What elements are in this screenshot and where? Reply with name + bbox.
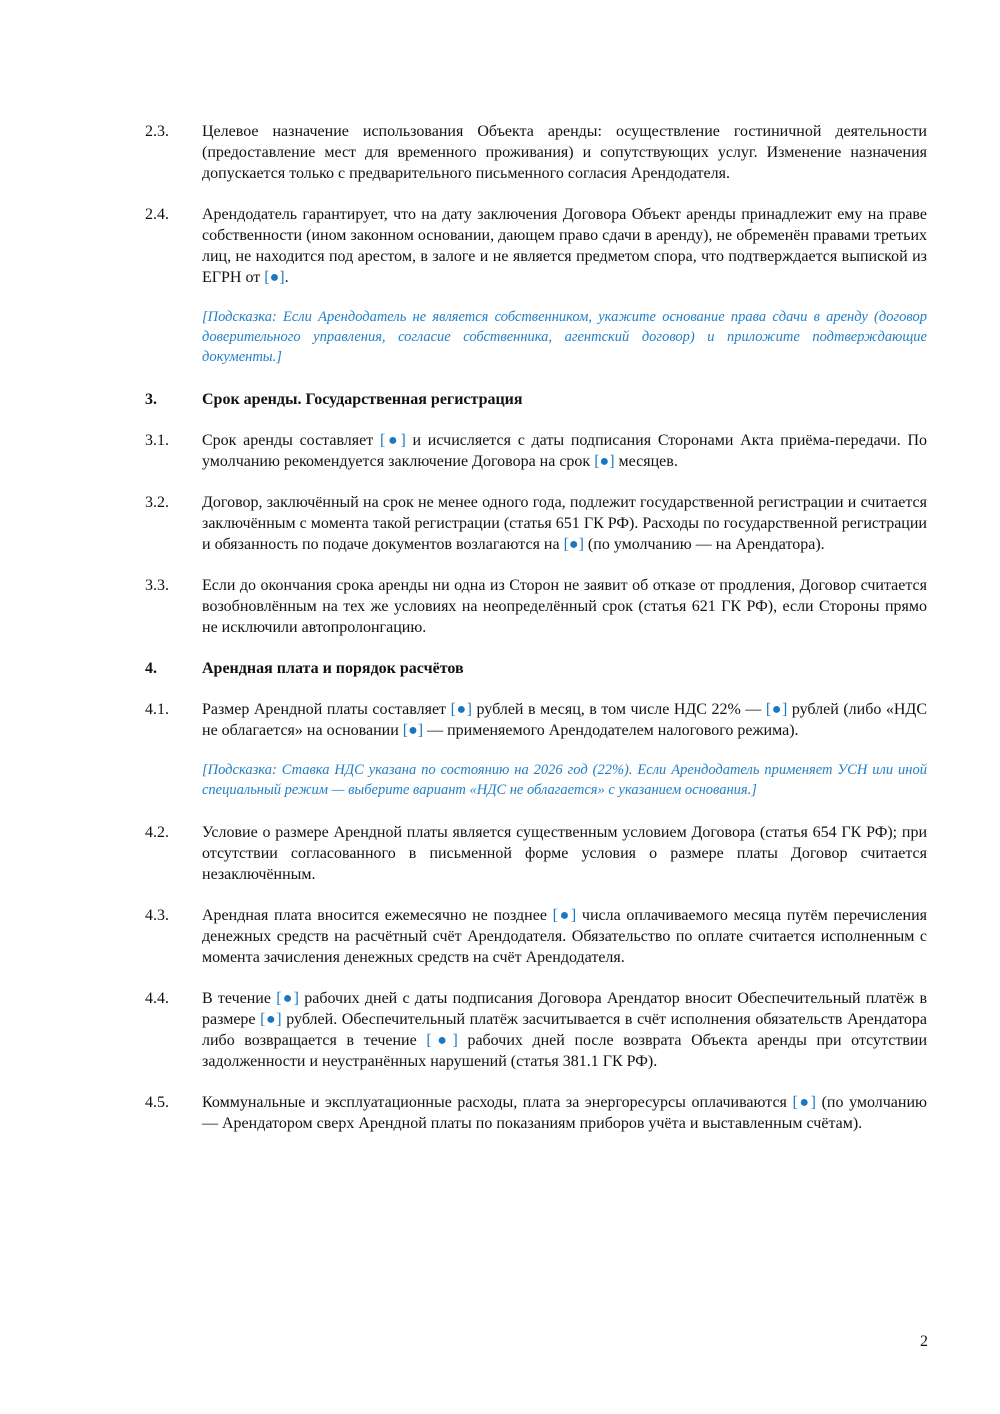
hint-note: [Подсказка: Если Арендодатель не является собственником, укажите основание права сдачи в аренду (договор доверительного управления, согласие собственника, агентский договор) и приложите подтверждающие документы.] xyxy=(202,309,927,365)
clause-text xyxy=(202,699,927,741)
clause-number: 2.4. xyxy=(145,206,169,223)
clause-number: 4.4. xyxy=(145,990,169,1007)
clause-number: 4.3. xyxy=(145,907,169,924)
clause-4-2 xyxy=(145,822,927,885)
clause-2-3 xyxy=(145,121,927,184)
hint-note: [Подсказка: Ставка НДС указана по состоянию на 2026 год (22%). Если Арендодатель применяет УСН или иной специальный режим — выберите вариант «НДС не облагается» с указанием основания.] xyxy=(202,762,927,798)
clause-text xyxy=(202,430,927,472)
text-fragment: рублей (либо «НДС не облагается» на основании xyxy=(202,701,928,739)
text-fragment: Коммунальные и эксплуатационные расходы, плата за энергоресурсы оплачиваются xyxy=(202,1094,793,1111)
section-title: Срок аренды. Государственная регистрация xyxy=(202,391,523,408)
clause-4-4 xyxy=(145,988,927,1072)
clause-text: Условие о размере Арендной платы является существенным условием Договора (статья 654 ГК РФ); при отсутствии согласованного в письменной форме условия о размере платы Договор считается незаключённым. xyxy=(202,824,927,883)
section-number: 4. xyxy=(145,660,157,677)
clause-number: 2.3. xyxy=(145,123,169,140)
clause-3-2 xyxy=(145,492,927,555)
clause-text xyxy=(202,492,927,555)
clause-2-4 xyxy=(145,204,927,288)
placeholder-field[interactable]: [●] xyxy=(379,432,406,449)
text-fragment: (по умолчанию — на Арендатора). xyxy=(583,536,825,553)
clause-4-3 xyxy=(145,905,927,968)
text-fragment: Договор, заключённый на срок не менее одного года, подлежит государственной регистрации и считается заключённым с момента такой регистрации (статья 651 ГК РФ). Расходы по государственной регистрации и обязанность по подаче документов возлагаются на xyxy=(202,494,927,553)
clause-number: 3.3. xyxy=(145,577,169,594)
placeholder-field[interactable]: [●] xyxy=(552,907,577,924)
text-fragment: — применяемого Арендодателем налогового режима). xyxy=(423,722,799,739)
page-number: 2 xyxy=(920,1333,928,1350)
placeholder-field[interactable]: [●] xyxy=(450,701,472,718)
text-fragment: и исчисляется с даты подписания Сторонами Акта приёма-передачи. По умолчанию рекомендуется заключение Договора на срок xyxy=(202,432,928,470)
placeholder-field[interactable]: [●] xyxy=(765,701,788,718)
clause-text xyxy=(202,204,927,288)
clause-text: Целевое назначение использования Объекта аренды: осуществление гостиничной деятельности (предоставление мест для временного проживания) и сопутствующих услуг. Изменение назначения допускается только с предварительного письменного согласия Арендодателя. xyxy=(202,123,927,182)
text-fragment: рублей. Обеспечительный платёж засчитывается в счёт исполнения обязательств Арендатора либо возвращается в течение xyxy=(202,1011,927,1049)
placeholder-field[interactable]: [●] xyxy=(260,1011,282,1028)
text-fragment: Срок аренды составляет xyxy=(202,432,380,449)
text-fragment: рублей в месяц, в том числе НДС 22% — xyxy=(471,701,766,718)
placeholder-field[interactable]: [●] xyxy=(563,536,584,553)
document-body xyxy=(145,121,927,1154)
text-fragment: . xyxy=(284,269,289,286)
text-fragment: Арендодатель гарантирует, что на дату заключения Договора Объект аренды принадлежит ему на праве собственности (ином законном основании, дающем право сдачи в аренду), не обременён правами третьих лиц, не находится под арестом, в залоге и не является предметом спора, что подтверждается выпиской из ЕГРН от xyxy=(202,206,927,286)
clause-number: 4.2. xyxy=(145,824,169,841)
clause-text xyxy=(202,905,927,968)
clause-3-3 xyxy=(145,575,927,638)
clause-4-1 xyxy=(145,699,927,741)
text-fragment: В течение xyxy=(202,990,277,1007)
section-title: Арендная плата и порядок расчётов xyxy=(202,660,464,677)
clause-text xyxy=(202,988,927,1072)
text-fragment: Размер Арендной платы составляет xyxy=(202,701,451,718)
placeholder-field[interactable]: [●] xyxy=(426,1032,458,1049)
text-fragment: Арендная плата вносится ежемесячно не позднее xyxy=(202,907,553,924)
clause-number: 4.1. xyxy=(145,701,169,718)
section-heading-4 xyxy=(145,658,927,679)
placeholder-field[interactable]: [●] xyxy=(402,722,424,739)
text-fragment: рабочих дней после возврата Объекта аренды при отсутствии задолженности и неустранённых нарушений (статья 381.1 ГК РФ). xyxy=(202,1032,928,1070)
clause-number: 3.2. xyxy=(145,494,169,511)
clause-3-1 xyxy=(145,430,927,472)
clause-4-5 xyxy=(145,1092,927,1134)
section-heading-3 xyxy=(145,389,927,410)
section-number: 3. xyxy=(145,391,157,408)
clause-text: Если до окончания срока аренды ни одна из Сторон не заявит об отказе от продления, Договор считается возобновлённым на тех же условиях на неопределённый срок (статья 621 ГК РФ), если Стороны прямо не исключили автопролонгацию. xyxy=(202,577,927,636)
placeholder-field[interactable]: [●] xyxy=(264,269,285,286)
text-fragment: (по умолчанию — Арендатором сверх Арендной платы по показаниям приборов учёта и выставленным счётам). xyxy=(202,1094,927,1132)
text-fragment: числа оплачиваемого месяца путём перечисления денежных средств на расчётный счёт Арендодателя. Обязательство по оплате считается исполненным с момента зачисления денежных средств на счёт Арендодателя. xyxy=(202,907,928,966)
clause-number: 3.1. xyxy=(145,432,169,449)
clause-number: 4.5. xyxy=(145,1094,169,1111)
text-fragment: месяцев. xyxy=(614,453,678,470)
placeholder-field[interactable]: [●] xyxy=(792,1094,816,1111)
placeholder-field[interactable]: [●] xyxy=(276,990,299,1007)
placeholder-field[interactable]: [●] xyxy=(594,453,615,470)
clause-text xyxy=(202,1092,927,1134)
text-fragment: рабочих дней с даты подписания Договора Арендатор вносит Обеспечительный платёж в размере xyxy=(202,990,927,1028)
